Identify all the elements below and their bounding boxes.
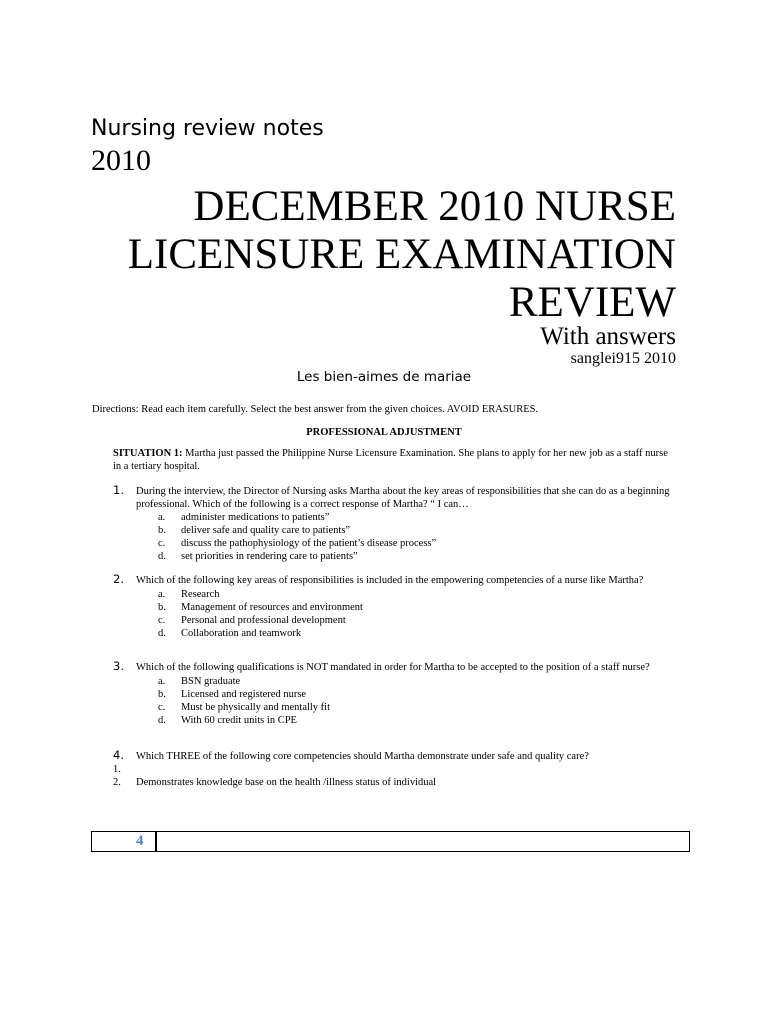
- question-number: 4.: [113, 748, 124, 762]
- question-number: 3.: [113, 659, 124, 673]
- question-item: [113, 659, 673, 728]
- question-item: [113, 748, 673, 764]
- title-line: REVIEW: [508, 279, 676, 326]
- choice-text: Research: [181, 588, 220, 600]
- footer-divider: [155, 832, 157, 851]
- choice-list: [113, 512, 673, 564]
- choice-item: [113, 628, 673, 641]
- title-line: DECEMBER 2010 NURSE: [193, 183, 676, 230]
- choice-letter: c.: [158, 701, 166, 713]
- situation-text: Martha just passed the Philippine Nurse Licensure Examination. She plans to apply for her new job as a staff nurse in a tertiary hospital.: [113, 448, 668, 472]
- question-text: Which of the following qualifications is NOT mandated in order for Martha to be accepted to the position of a staff nurse?: [136, 662, 650, 673]
- choice-item: [113, 715, 673, 728]
- choice-item: [113, 702, 673, 715]
- choice-letter: b.: [158, 601, 166, 613]
- sub-item-text: Demonstrates knowledge base on the health /illness status of individual: [136, 777, 437, 788]
- page-footer: [91, 831, 690, 852]
- choice-item: [113, 589, 673, 602]
- question-item: [113, 572, 673, 641]
- choice-letter: d.: [158, 714, 166, 726]
- with-answers-label: With answers: [540, 323, 676, 350]
- question-text: Which THREE of the following core competencies should Martha demonstrate under safe and quality care?: [136, 751, 589, 762]
- choice-letter: b.: [158, 688, 166, 700]
- choice-item: [113, 615, 673, 628]
- page-number: 4: [136, 833, 144, 849]
- choice-text: Collaboration and teamwork: [181, 627, 302, 639]
- choice-text: set priorities in rendering care to patients”: [181, 551, 358, 562]
- sub-item-number: 2.: [113, 777, 121, 788]
- section-heading: PROFESSIONAL ADJUSTMENT: [306, 427, 462, 438]
- choice-letter: d.: [158, 627, 166, 639]
- title-line: LICENSURE EXAMINATION: [127, 231, 676, 278]
- question-text: During the interview, the Director of Nursing asks Martha about the key areas of responsibilities that she can do as a beginning professional. Which of the following is a correct response of Martha? “ I can…: [136, 486, 670, 510]
- choice-letter: a.: [158, 512, 166, 523]
- choice-text: With 60 credit units in CPE: [181, 714, 297, 726]
- situation-paragraph: [113, 448, 673, 473]
- choice-text: deliver safe and quality care to patients”: [181, 525, 351, 536]
- group-name: Les bien-aimes de mariae: [296, 369, 472, 385]
- question-text: Which of the following key areas of responsibilities is included in the empowering competencies of a nurse like Martha?: [136, 575, 644, 586]
- document-title: [56, 183, 676, 327]
- choice-item: [113, 689, 673, 702]
- choice-letter: c.: [158, 614, 166, 626]
- choice-letter: a.: [158, 675, 166, 687]
- choice-text: Management of resources and environment: [181, 601, 363, 613]
- choice-letter: d.: [158, 551, 166, 562]
- choice-item: [113, 676, 673, 689]
- choice-text: Must be physically and mentally fit: [181, 701, 331, 713]
- question-number: 1.: [113, 483, 124, 497]
- choice-item: [113, 512, 673, 525]
- question-item: [113, 483, 673, 564]
- choice-text: administer medications to patients”: [181, 512, 330, 523]
- choice-letter: a.: [158, 588, 166, 600]
- choice-list: [113, 676, 673, 728]
- choice-item: [113, 525, 673, 538]
- situation-label: SITUATION 1:: [113, 448, 183, 459]
- choice-item: [113, 602, 673, 615]
- author-credit: sanglei915 2010: [570, 350, 676, 367]
- choice-text: BSN graduate: [181, 675, 241, 687]
- question-number: 2.: [113, 572, 124, 586]
- choice-letter: b.: [158, 525, 166, 536]
- choice-text: discuss the pathophysiology of the patient’s disease process”: [181, 538, 437, 549]
- sub-item-number: 1.: [113, 764, 121, 775]
- choice-item: [113, 538, 673, 551]
- document-subtitle: Nursing review notes: [91, 116, 324, 141]
- choice-text: Licensed and registered nurse: [181, 688, 307, 700]
- choice-list: [113, 589, 673, 641]
- choice-item: [113, 551, 673, 564]
- document-year: 2010: [91, 144, 151, 177]
- choice-letter: c.: [158, 538, 166, 549]
- directions-text: Directions: Read each item carefully. Select the best answer from the given choices. AVOID ERASURES.: [92, 404, 539, 415]
- choice-text: Personal and professional development: [181, 614, 346, 626]
